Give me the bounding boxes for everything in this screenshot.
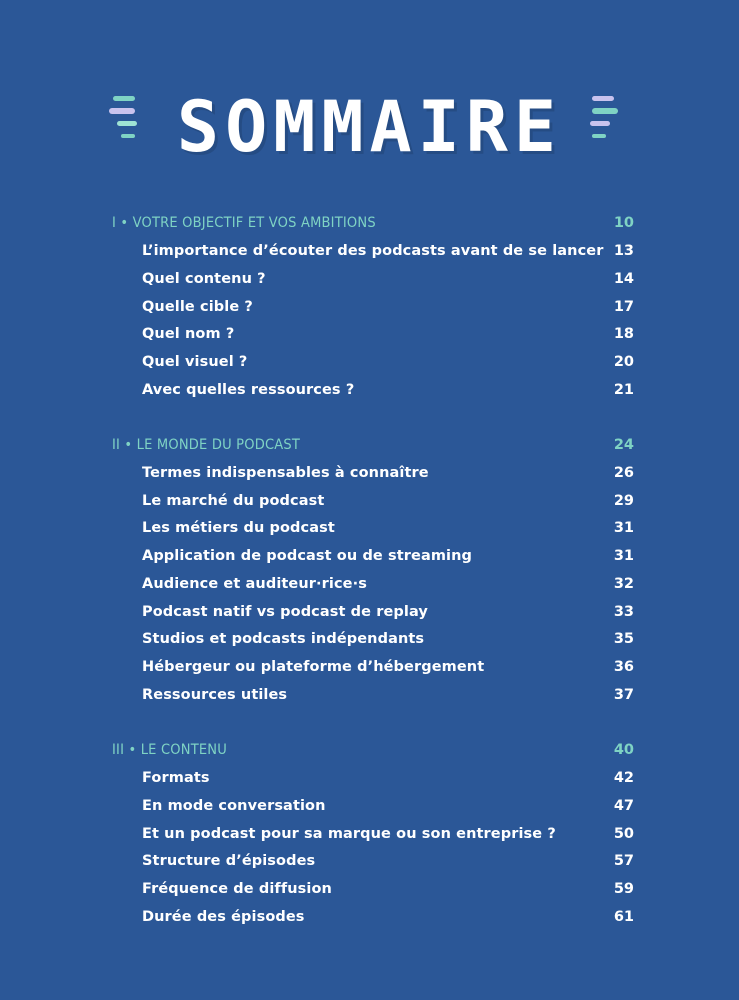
entry-page-number: 17	[613, 299, 634, 315]
toc-entry[interactable]	[0, 850, 739, 872]
entry-title: Quelle cible ?	[142, 299, 253, 315]
entry-title: Studios et podcasts indépendants	[142, 631, 425, 647]
entry-page-number: 14	[613, 271, 634, 287]
entry-page-number: 59	[613, 881, 634, 897]
entry-title: Audience et auditeur·rice·s	[142, 576, 367, 592]
toc-entry[interactable]	[0, 573, 739, 595]
toc-entry[interactable]	[0, 490, 739, 512]
toc-entry[interactable]	[0, 906, 739, 928]
toc-entry[interactable]	[0, 240, 739, 262]
entry-page-number: 47	[613, 798, 634, 814]
entry-page-number: 61	[613, 909, 634, 925]
entry-title: Fréquence de diffusion	[142, 881, 332, 897]
section-title: III • LE CONTENU	[112, 742, 228, 758]
entry-page-number: 57	[613, 853, 634, 869]
entry-page-number: 18	[613, 326, 634, 342]
entry-title: Quel nom ?	[142, 326, 235, 342]
section-page-number: 40	[613, 742, 634, 758]
entry-title: Et un podcast pour sa marque ou son entreprise ?	[142, 826, 556, 842]
entry-title: Ressources utiles	[142, 687, 288, 703]
toc-entry[interactable]	[0, 379, 739, 401]
toc-entry[interactable]	[0, 684, 739, 706]
entry-title: Quel contenu ?	[142, 271, 266, 287]
entry-page-number: 37	[613, 687, 634, 703]
entry-title: Avec quelles ressources ?	[142, 382, 355, 398]
entry-title: Quel visuel ?	[142, 354, 248, 370]
toc-entry[interactable]	[0, 628, 739, 650]
entry-title: Podcast natif vs podcast de replay	[142, 604, 428, 620]
entry-page-number: 50	[613, 826, 634, 842]
toc-entry[interactable]	[0, 823, 739, 845]
entry-page-number: 32	[613, 576, 634, 592]
entry-title: Formats	[142, 770, 210, 786]
entry-title: Hébergeur ou plateforme d’hébergement	[142, 659, 485, 675]
toc-entry[interactable]	[0, 601, 739, 623]
entry-title: L’importance d’écouter des podcasts avant de se lancer	[142, 243, 604, 259]
entry-title: Les métiers du podcast	[142, 520, 335, 536]
entry-page-number: 31	[613, 548, 634, 564]
section-heading-3[interactable]	[0, 739, 739, 761]
toc-entry[interactable]	[0, 351, 739, 373]
toc-entry[interactable]	[0, 462, 739, 484]
toc-entry[interactable]	[0, 517, 739, 539]
entry-page-number: 21	[613, 382, 634, 398]
section-page-number: 24	[613, 437, 634, 453]
entry-title: Structure d’épisodes	[142, 853, 316, 869]
toc-entry[interactable]	[0, 323, 739, 345]
toc-entry[interactable]	[0, 545, 739, 567]
toc-entry[interactable]	[0, 767, 739, 789]
entry-page-number: 33	[613, 604, 634, 620]
entry-page-number: 36	[613, 659, 634, 675]
entry-page-number: 20	[613, 354, 634, 370]
entry-page-number: 26	[613, 465, 634, 481]
toc-entry[interactable]	[0, 268, 739, 290]
entry-title: En mode conversation	[142, 798, 326, 814]
page-title: SOMMAIRE	[176, 86, 563, 168]
toc-entry[interactable]	[0, 656, 739, 678]
section-title: II • LE MONDE DU PODCAST	[112, 437, 301, 453]
entry-title: Durée des épisodes	[142, 909, 305, 925]
section-page-number: 10	[613, 215, 634, 231]
toc-entry[interactable]	[0, 878, 739, 900]
entry-title: Application de podcast ou de streaming	[142, 548, 473, 564]
entry-page-number: 35	[613, 631, 634, 647]
entry-page-number: 31	[613, 520, 634, 536]
toc-entry[interactable]	[0, 795, 739, 817]
section-heading-1[interactable]	[0, 212, 739, 234]
section-heading-2[interactable]	[0, 434, 739, 456]
entry-page-number: 29	[613, 493, 634, 509]
entry-page-number: 42	[613, 770, 634, 786]
entry-page-number: 13	[613, 243, 634, 259]
entry-title: Le marché du podcast	[142, 493, 325, 509]
toc-entry[interactable]	[0, 296, 739, 318]
entry-title: Termes indispensables à connaître	[142, 465, 429, 481]
section-title: I • VOTRE OBJECTIF ET VOS AMBITIONS	[112, 215, 376, 231]
